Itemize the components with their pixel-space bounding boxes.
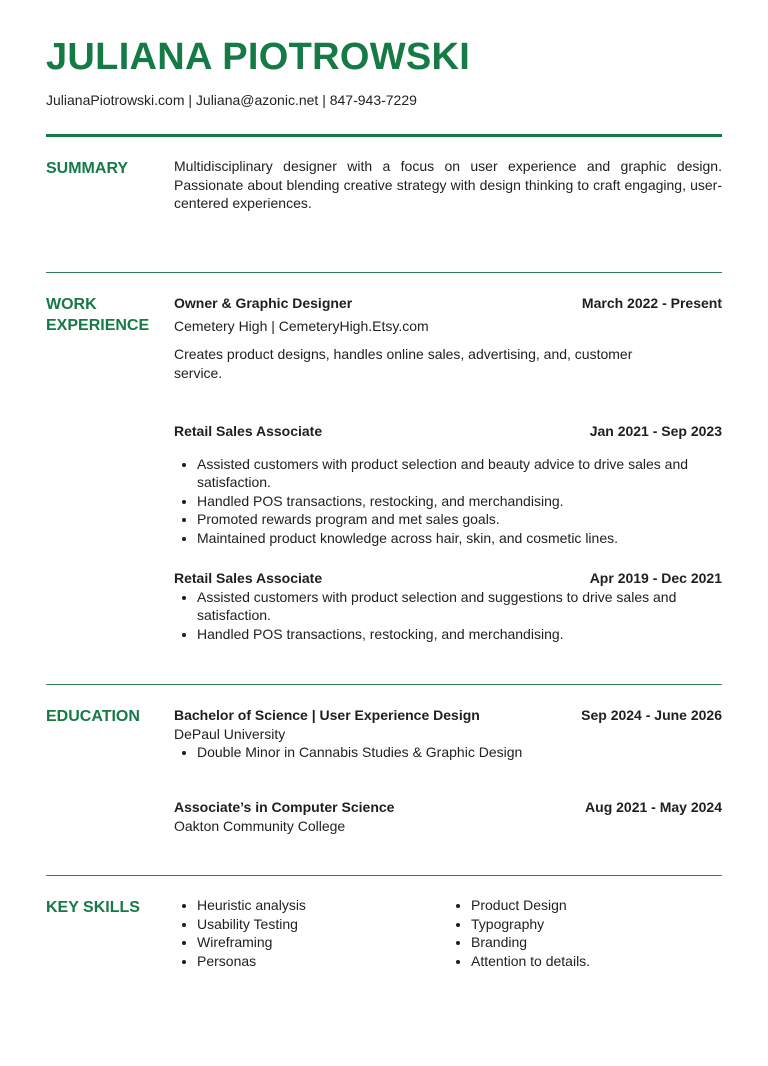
job-title: Retail Sales Associate (174, 423, 323, 439)
skill-item: • Wireframing (197, 933, 448, 952)
school-name: Oakton Community College (174, 817, 346, 834)
experience-heading (46, 294, 161, 336)
education-bullets (174, 743, 722, 762)
degree-title: Bachelor of Science | User Experience Design (174, 707, 480, 723)
skill-item: • Product Design (471, 896, 722, 915)
job-bullets (174, 588, 707, 644)
school-name: DePaul University (174, 725, 286, 742)
job-entry (174, 569, 722, 643)
contact-line: JulianaPiotrowski.com | Juliana@azonic.net | 847-943-7229 (46, 92, 417, 108)
skills-list (174, 896, 722, 970)
skill-item: • Heuristic analysis (197, 896, 448, 915)
bullet-item: • Double Minor in Cannabis Studies & Graphic Design (197, 743, 722, 762)
skill-item: • Branding (471, 933, 722, 952)
summary-heading: SUMMARY (46, 160, 129, 177)
skills-heading: KEY SKILLS (46, 899, 140, 916)
job-company: Cemetery High | CemeteryHigh.Etsy.com (174, 317, 429, 334)
job-entry (174, 422, 722, 547)
education-entry (174, 706, 722, 762)
candidate-name: JULIANA PIOTROWSKI (46, 36, 471, 78)
skill-item: • Typography (471, 915, 722, 934)
bullet-item: • Promoted rewards program and met sales goals. (197, 510, 692, 529)
degree-dates: Aug 2021 - May 2024 (585, 799, 722, 815)
experience-heading-line2: EXPERIENCE (46, 317, 150, 334)
skill-item: • Personas (197, 952, 448, 971)
skills-column-right (448, 896, 722, 970)
skill-item: • Usability Testing (197, 915, 448, 934)
degree-title: Associate’s in Computer Science (174, 799, 395, 815)
job-title: Retail Sales Associate (174, 570, 323, 586)
skill-item: • Attention to details. (471, 952, 722, 971)
skills-column-left (174, 896, 448, 970)
section-divider (46, 684, 722, 685)
header-divider (46, 134, 722, 137)
experience-heading-line1: WORK (46, 296, 97, 313)
job-title: Owner & Graphic Designer (174, 295, 353, 311)
section-divider (46, 875, 722, 876)
job-bullets (174, 455, 692, 548)
job-dates: March 2022 - Present (581, 295, 722, 311)
job-dates: Jan 2021 - Sep 2023 (589, 423, 722, 439)
job-dates: Apr 2019 - Dec 2021 (589, 570, 722, 586)
bullet-item: • Assisted customers with product selection and suggestions to drive sales and satisfaction. (197, 588, 707, 625)
education-entry (174, 798, 722, 835)
job-description: Creates product designs, handles online sales, advertising, and, customer service. (174, 346, 633, 381)
degree-dates: Sep 2024 - June 2026 (581, 707, 722, 723)
section-divider (46, 272, 722, 273)
bullet-item: • Assisted customers with product selection and beauty advice to drive sales and satisfaction. (197, 455, 692, 492)
job-entry (174, 294, 722, 382)
education-heading: EDUCATION (46, 708, 140, 725)
bullet-item: • Handled POS transactions, restocking, and merchandising. (197, 625, 707, 644)
bullet-item: • Handled POS transactions, restocking, and merchandising. (197, 492, 692, 511)
summary-text: Multidisciplinary designer with a focus on user experience and graphic design. Passionate about blending creative strategy with design thinking to craft engaging, user-centered experiences. (174, 158, 722, 211)
bullet-item: • Maintained product knowledge across hair, skin, and cosmetic lines. (197, 529, 692, 548)
